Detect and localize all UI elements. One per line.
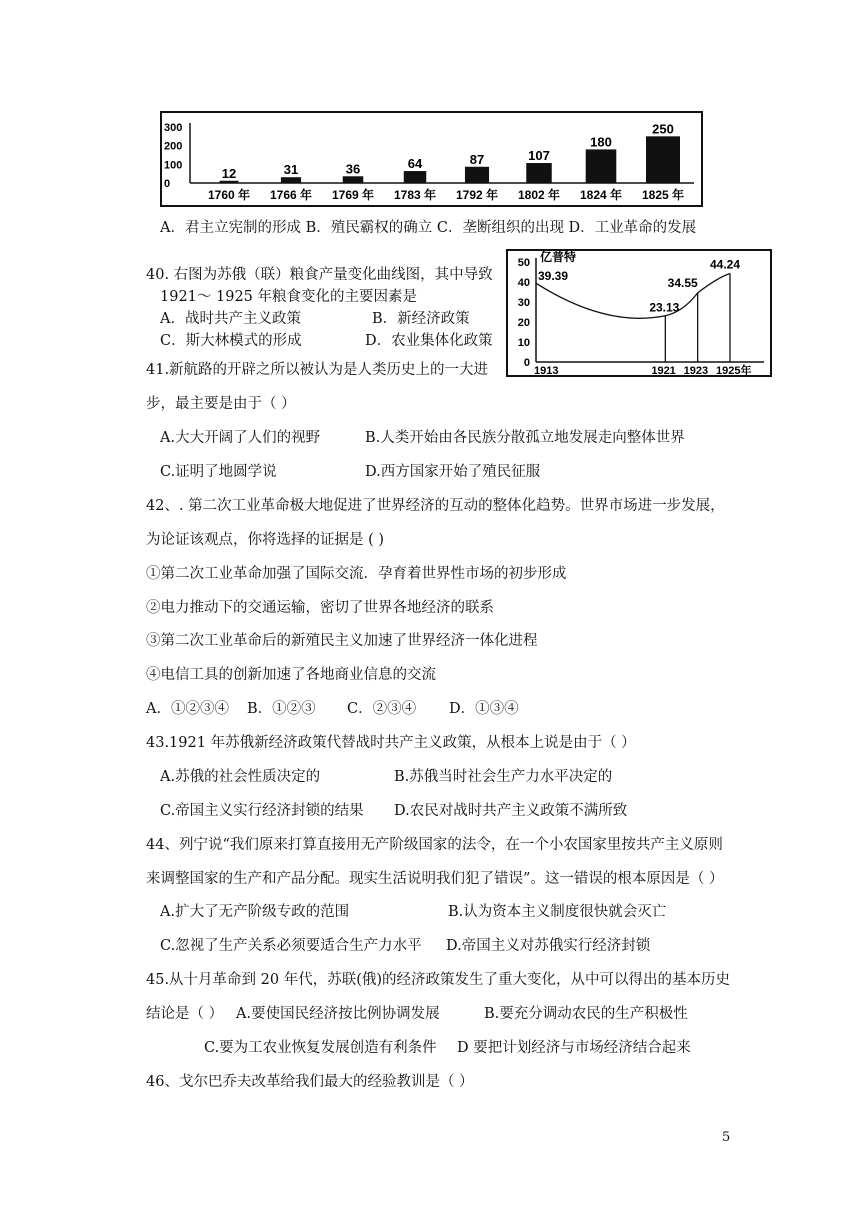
q41-stem-line1: 41.新航路的开辟之所以被认为是人类历史上的一大进 — [146, 362, 489, 378]
y-tick-label: 300 — [164, 122, 183, 134]
q45-stem-line1: 45.从十月革命到 20 年代，苏联(俄)的经济政策发生了重大变化，从中可以得出的基本历史 — [146, 972, 731, 988]
bar-value-label: 87 — [469, 151, 485, 167]
q41-stem-line2: 步，最主要是由于（ ） — [146, 396, 296, 412]
x-tick-label: 1925年 — [716, 365, 752, 375]
bar-chart-svg — [162, 113, 701, 205]
q41-option-b: B.人类开始由各民族分散孤立地发展走向整体世界 — [365, 430, 685, 446]
q45-option-b: B.要充分调动农民的生产积极性 — [484, 1006, 688, 1022]
bar-value-label: 180 — [590, 134, 612, 150]
data-label: 34.55 — [667, 275, 698, 290]
y-tick-label: 0 — [164, 178, 171, 190]
q40-option-a: A．战时共产主义政策 — [160, 311, 301, 327]
y-tick-label: 100 — [164, 159, 183, 172]
q42-option-b: B．①②③ — [247, 701, 316, 717]
bar — [220, 181, 239, 183]
y-tick-label: 50 — [517, 257, 530, 269]
x-tick-label: 1824 年 — [579, 188, 623, 202]
y-tick-label: 40 — [517, 277, 530, 289]
x-tick-label: 1921 — [651, 365, 676, 375]
y-tick-label: 200 — [164, 140, 183, 153]
q40-option-d: D．农业集体化政策 — [365, 333, 493, 349]
bar — [343, 176, 364, 183]
q43-option-c: C.帝国主义实行经济封锁的结果 — [160, 803, 364, 819]
q40-stem-line2: 1921～ 1925 年粮食变化的主要因素是 — [160, 289, 418, 305]
grain-production-chart — [506, 249, 772, 377]
q41-option-d: D.西方国家开始了殖民征服 — [365, 464, 541, 480]
bar — [465, 167, 489, 183]
data-label: 39.39 — [538, 269, 569, 284]
x-tick-label: 1792 年 — [455, 188, 499, 202]
x-tick-label: 1802 年 — [517, 188, 561, 202]
q42-item-3: ③第二次工业革命后的新殖民主义加速了世界经济一体化进程 — [146, 633, 538, 649]
q45-option-c: C.要为工农业恢复发展创造有利条件 — [204, 1040, 437, 1056]
bar — [646, 136, 680, 183]
q44-option-c: C.忽视了生产关系必须要适合生产力水平 — [160, 938, 422, 954]
y-tick-label: 0 — [523, 357, 530, 369]
q44-stem-line2: 来调整国家的生产和产品分配。现实生活说明我们犯了错误”。这一错误的根本原因是（ ） — [146, 871, 724, 887]
q43-option-b: B.苏俄当时社会生产力水平决定的 — [394, 769, 613, 785]
page-number: 5 — [722, 1130, 731, 1145]
q45-option-a: A.要使国民经济按比例协调发展 — [236, 1006, 440, 1022]
bar-value-label: 250 — [652, 121, 674, 137]
bar-value-label: 107 — [528, 148, 550, 164]
data-label: 23.13 — [649, 300, 680, 315]
x-tick-label: 1825 年 — [641, 188, 685, 202]
q46-stem: 46、戈尔巴乔夫改革给我们最大的经验教训是（ ） — [146, 1074, 474, 1090]
q45-stem-line2: 结论是（ ） — [146, 1006, 224, 1022]
q43-option-d: D.农民对战时共产主义政策不满所致 — [394, 803, 628, 819]
q42-item-2: ②电力推动下的交通运输，密切了世界各地经济的联系 — [146, 600, 494, 616]
y-axis-label: 亿普特 — [540, 251, 577, 264]
q40-option-b: B．新经济政策 — [372, 311, 470, 327]
y-tick-label: 20 — [517, 317, 530, 329]
q43-stem: 43.1921 年苏俄新经济政策代替战时共产主义政策，从根本上说是由于（ ） — [146, 735, 636, 751]
q44-option-d: D.帝国主义对苏俄实行经济封锁 — [446, 938, 651, 954]
x-tick-label: 1769 年 — [331, 188, 375, 202]
x-tick-label: 1760 年 — [207, 188, 251, 202]
bar-value-label: 12 — [221, 165, 237, 181]
bar — [281, 177, 301, 183]
bar-value-label: 36 — [345, 161, 361, 177]
q42-option-a: A．①②③④ — [146, 701, 229, 717]
x-tick-label: 1913 — [534, 365, 559, 375]
q44-option-a: A.扩大了无产阶级专政的范围 — [160, 904, 350, 920]
q42-item-4: ④电信工具的创新加速了各地商业信息的交流 — [146, 667, 436, 683]
bar — [404, 171, 426, 183]
x-tick-label: 1766 年 — [269, 188, 313, 202]
bar — [586, 149, 617, 183]
q41-option-c: C.证明了地圆学说 — [160, 464, 277, 480]
q44-stem-line1: 44、列宁说“我们原来打算直接用无产阶级国家的法令，在一个小农国家里按共产主义原则 — [146, 837, 723, 853]
x-tick-label: 1783 年 — [393, 188, 437, 202]
q40-stem-line1: 40. 右图为苏俄（联）粮食产量变化曲线图，其中导致 — [146, 267, 493, 283]
y-tick-label: 10 — [517, 337, 530, 349]
bar-chart — [160, 111, 703, 207]
q42-option-d: D．①③④ — [449, 701, 519, 717]
q45-option-d: D 要把计划经济与市场经济结合起来 — [457, 1040, 691, 1056]
y-tick-label: 30 — [517, 297, 530, 309]
q44-option-b: B.认为资本主义制度很快就会灭亡 — [448, 904, 667, 920]
q43-option-a: A.苏俄的社会性质决定的 — [160, 769, 321, 785]
q42-stem-line1: 42、. 第二次工业革命极大地促进了世界经济的互动的整体化趋势。世界市场进一步发展， — [146, 498, 725, 514]
q42-option-c: C．②③④ — [347, 701, 417, 717]
x-tick-label: 1923 — [683, 365, 709, 375]
q40-option-c: C．斯大林模式的形成 — [160, 333, 302, 349]
q42-stem-line2: 为论证该观点，你将选择的证据是 ( ) — [146, 532, 385, 548]
q41-option-a: A.大大开阔了人们的视野 — [160, 430, 321, 446]
grain-chart-svg — [508, 251, 770, 375]
q42-item-1: ①第二次工业革命加强了国际交流．孕育着世界性市场的初步形成 — [146, 566, 567, 582]
q39-options: A．君主立宪制的形成 B．殖民霸权的确立 C．垄断组织的出现 D．工业革命的发展 — [160, 220, 697, 236]
bar-value-label: 31 — [283, 162, 299, 178]
data-label: 44.24 — [710, 257, 741, 272]
bar-value-label: 64 — [407, 156, 423, 172]
bar — [526, 163, 551, 183]
